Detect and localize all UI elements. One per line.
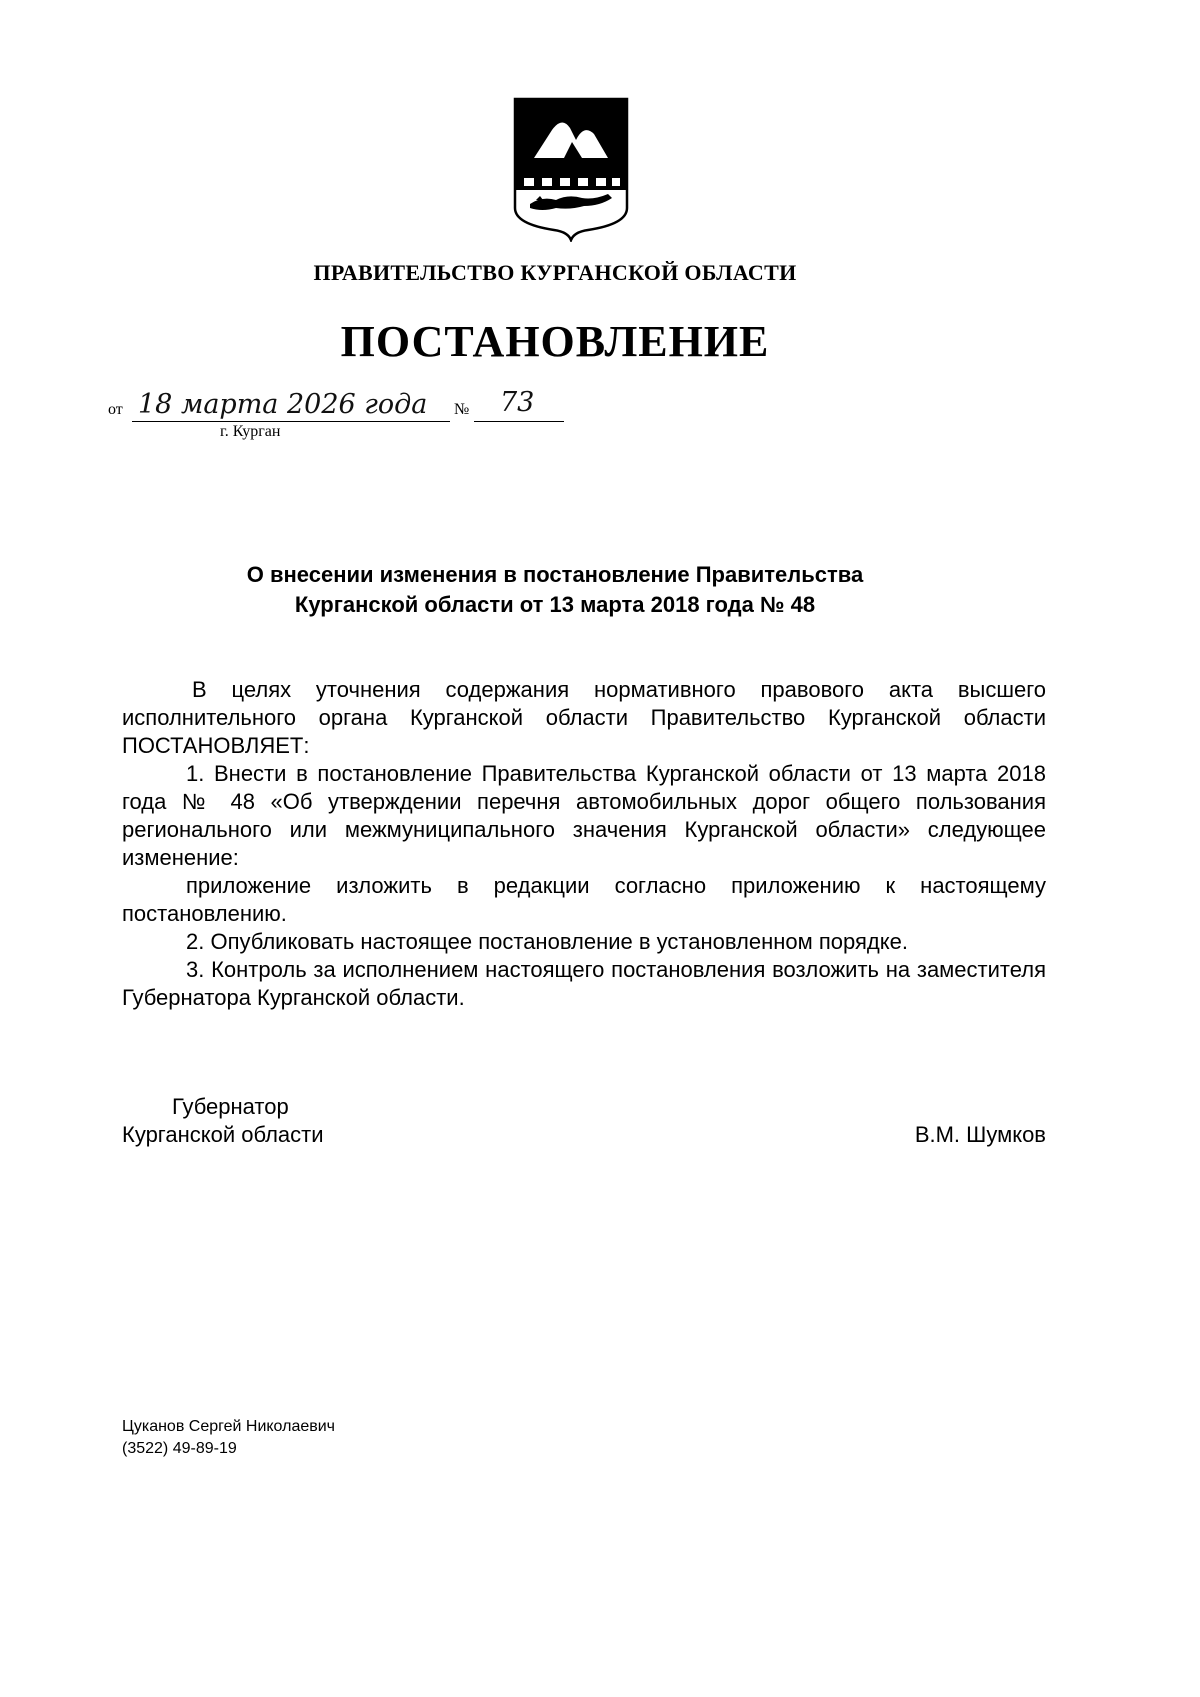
signatory-name: В.М. Шумков <box>914 1122 1046 1147</box>
date-prefix: от <box>108 401 123 418</box>
contact-name: Цуканов Сергей Николаевич <box>122 1418 336 1435</box>
date-number-row <box>108 385 568 445</box>
signatory-title: Губернатор <box>172 1094 289 1119</box>
subject-line-2: Курганской области от 13 марта 2018 года № 48 <box>294 592 816 617</box>
handwritten-date: 18 марта 2026 года <box>138 389 428 420</box>
body-item-3: 3. Контроль за исполнением настоящего постановления возложить на заместителя Губернатора Курганской области. <box>122 957 1046 1010</box>
signatory-region: Курганской области <box>122 1122 324 1147</box>
body-item-2: 2. Опубликовать настоящее постановление в установленном порядке. <box>186 929 908 954</box>
org-name: ПРАВИТЕЛЬСТВО КУРГАНСКОЙ ОБЛАСТИ <box>313 260 797 285</box>
body-item-1: 1. Внести в постановление Правительства Курганской области от 13 марта 2018 года № 48 «Об утверждении перечня автомобильных дорог общего пользования регионального или межмуниципального значения Курганской области» следующее изменение: <box>122 761 1046 870</box>
date-underline <box>132 421 450 422</box>
contact-phone: (3522) 49-89-19 <box>122 1440 237 1457</box>
body-item-1-change: приложение изложить в редакции согласно приложению к настоящему постановлению. <box>122 873 1046 926</box>
number-label: № <box>454 401 470 418</box>
number-underline <box>474 421 564 422</box>
city-name: г. Курган <box>220 423 281 440</box>
document-subject <box>0 560 1110 620</box>
subject-line-1: О внесении изменения в постановление Правительства <box>246 562 864 587</box>
document-type-title: ПОСТАНОВЛЕНИЕ <box>340 317 770 366</box>
coat-of-arms-icon <box>512 96 630 242</box>
handwritten-number: 73 <box>500 387 535 418</box>
document-body <box>122 676 1046 1012</box>
body-intro-paragraph: В целях уточнения содержания нормативного правового акта высшего исполнительного органа Курганской области Правительство Курганской области ПОСТАНОВЛЯЕТ: <box>122 677 1046 758</box>
